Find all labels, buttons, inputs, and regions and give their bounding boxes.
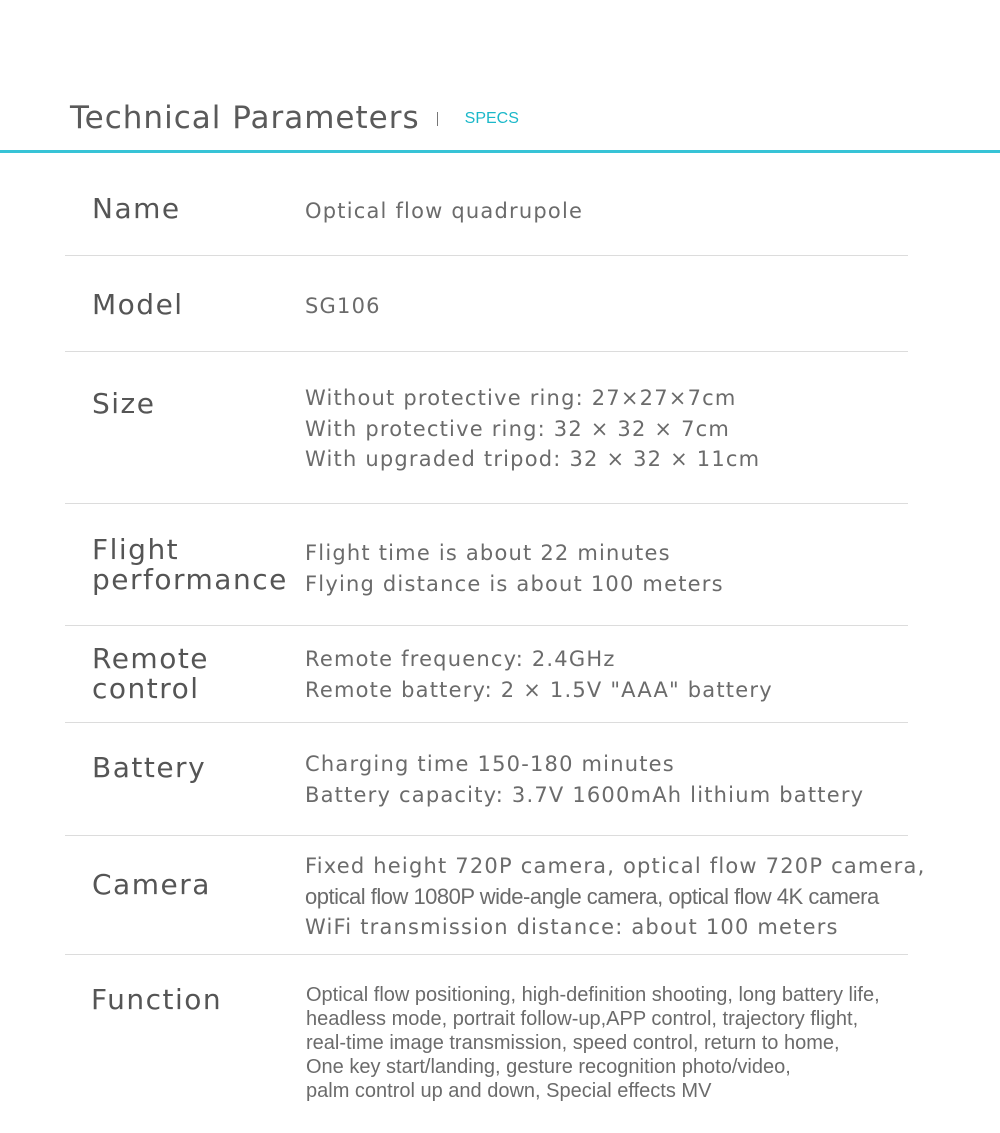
spec-value-line: Remote battery: 2 × 1.5V "AAA" battery [305,677,773,702]
spec-value-line: optical flow 1080P wide-angle camera, optical flow 4K camera [305,883,879,909]
spec-label: Camera [92,868,211,901]
spec-value [305,383,760,475]
spec-value-line: Flight time is about 22 minutes [305,541,671,565]
page-subtitle: SPECS [464,110,519,127]
spec-row-name [65,160,908,256]
spec-label-line: Flight [92,533,180,566]
section-header [70,96,519,140]
spec-value-line: Remote frequency: 2.4GHz [305,647,616,671]
spec-row-function [65,955,908,1115]
spec-row-remote-control [65,626,908,723]
title-divider [437,112,438,126]
spec-value-line: With upgraded tripod: 32 × 32 × 11cm [305,447,761,471]
spec-value-line: One key start/landing, gesture recognition photo/video, [306,1056,791,1078]
spec-value-line: headless mode, portrait follow-up,APP control, trajectory flight, [306,1008,859,1030]
spec-value-line: WiFi transmission distance: about 100 meters [305,915,839,939]
spec-label-line: Remote [92,642,210,675]
spec-value-line: Flying distance is about 100 meters [305,571,724,596]
spec-label [92,644,209,704]
spec-value [305,749,864,810]
spec-value [306,983,880,1103]
spec-label: Battery [92,751,207,784]
spec-label: Model [92,288,184,321]
spec-value-line: Battery capacity: 3.7V 1600mAh lithium battery [305,782,865,807]
spec-value-line: Charging time 150-180 minutes [305,752,675,776]
spec-label: Name [92,192,181,225]
spec-label-line: performance [92,563,288,596]
spec-value-line: SG106 [305,294,381,318]
spec-row-flight-performance [65,504,908,626]
spec-value-line: real-time image transmission, speed control, return to home, [306,1032,840,1054]
spec-value-line: Fixed height 720P camera, optical flow 720P camera, [305,854,926,878]
spec-value [305,538,724,599]
spec-label-line: control [92,672,200,705]
page-title: Technical Parameters [70,100,420,136]
spec-row-model [65,256,908,352]
spec-value-line: With protective ring: 32 × 32 × 7cm [305,416,731,441]
spec-value [305,644,773,705]
spec-value-line: Optical flow positioning, high-definition shooting, long battery life, [306,984,880,1006]
spec-label: Size [92,387,156,420]
spec-value-line: palm control up and down, Special effects MV [306,1080,712,1102]
spec-row-size [65,352,908,504]
spec-value-line: Optical flow quadrupole [305,199,584,223]
spec-value [305,196,583,227]
spec-value-line: Without protective ring: 27×27×7cm [305,386,737,410]
spec-value [305,291,381,322]
header-rule [0,150,1000,153]
spec-value [305,851,925,943]
spec-row-camera [65,836,926,955]
spec-label [92,535,288,595]
spec-label: Function [91,983,223,1016]
spec-row-battery [65,723,908,836]
